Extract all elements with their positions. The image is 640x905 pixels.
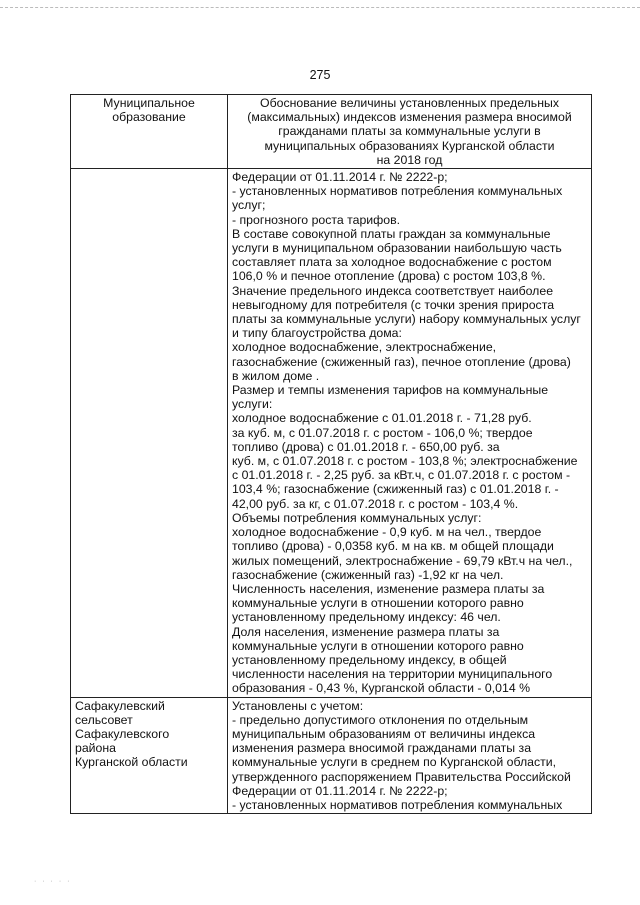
text-line: с 01.01.2018 г. - 2,25 руб. за кВт.ч, с 01.07.2018 г. с ростом - (232, 468, 571, 483)
header-municipality-cell (71, 95, 228, 169)
text-line: Размер и темпы изменения тарифов на коммунальные (232, 383, 549, 398)
text-line: (максимальных) индексов изменения размера вносимой (247, 110, 572, 125)
text-line: услуги: (232, 397, 273, 412)
text-line: Муниципальное (103, 96, 195, 110)
text-line: Сафакулевского (75, 726, 170, 741)
text-line: образование (112, 110, 186, 125)
text-line: гражданами платы за коммунальные услуги в (278, 124, 541, 139)
text-line: изменения размера вносимой гражданами платы за (232, 741, 532, 756)
text-line: газоснабжение (сжиженный газ), печное отопление (дрова) (232, 354, 571, 369)
text-line: 106,0 % и печное отопление (дрова) с ростом 103,8 %. (232, 269, 546, 284)
text-line: холодное водоснабжение с 01.01.2018 г. - 71,28 руб. (232, 411, 532, 426)
text-line: численности населения на территории муниципального (232, 667, 553, 682)
text-line: муниципальных образованиях Курганской области (264, 138, 555, 153)
text-line: сельсовет (75, 712, 133, 727)
text-line: - установленных нормативов потребления коммунальных (232, 184, 563, 199)
text-line: жилых помещений, электроснабжение - 69,79 кВт.ч на чел., (232, 553, 573, 568)
text-line: установленному предельному индексу, в общей (232, 652, 507, 667)
tariff-justification-table (70, 94, 592, 814)
text-line: топливо (дрова) - 0,0358 куб. м на кв. м общей площади (232, 539, 554, 554)
row2-municipality-cell (71, 697, 228, 814)
text-line: холодное водоснабжение - 0,9 куб. м на чел., твердое (232, 525, 542, 540)
text-line: Федерации от 01.11.2014 г. № 2222-р; (232, 783, 448, 798)
text-line: услуги в муниципальном образовании наибольшую часть (232, 241, 562, 256)
text-line: Курганской области (75, 755, 188, 770)
text-line: на 2018 год (376, 152, 443, 167)
text-line: 103,4 %; газоснабжение (сжиженный газ) с 01.01.2018 г. - (232, 482, 559, 497)
row1-municipality-cell (71, 169, 228, 698)
text-line: муниципальным образованиям от величины индекса (232, 726, 536, 741)
text-line: Установлены с учетом: (232, 698, 364, 713)
text-line: Объемы потребления коммунальных услуг: (232, 510, 482, 525)
text-line: за куб. м, с 01.07.2018 г. с ростом - 106,0 %; твердое (232, 425, 533, 440)
scan-top-edge (0, 7, 640, 10)
text-line: утвержденного распоряжением Правительства Российской (232, 769, 571, 784)
text-line: коммунальные услуги в отношении которого равно (232, 638, 524, 653)
text-line: В составе совокупной платы граждан за коммунальные (232, 226, 551, 241)
text-line: платы за коммунальные услуги) набору коммунальных услуг (232, 312, 581, 327)
text-line: услуг; (232, 198, 266, 213)
text-line: образования - 0,43 %, Курганской области - 0,014 % (232, 681, 531, 696)
text-line: Значение предельного индекса соответствует наиболее (232, 283, 554, 298)
text-line: составляет плата за холодное водоснабжение с ростом (232, 255, 552, 270)
header-justification-cell (228, 95, 592, 169)
text-line: Обоснование величины установленных предельных (260, 96, 559, 110)
scan-bottom-marks: · · · · · (34, 878, 72, 885)
table-header-row (71, 95, 592, 169)
text-line: - прогнозного роста тарифов. (232, 212, 401, 227)
text-line: района (75, 741, 117, 756)
text-line: Численность населения, изменение размера платы за (232, 581, 545, 596)
text-line: холодное водоснабжение, электроснабжение, (232, 340, 497, 355)
text-line: и типу благоустройства дома: (232, 326, 402, 341)
text-line: коммунальные услуги в отношении которого равно (232, 596, 524, 611)
text-line: Федерации от 01.11.2014 г. № 2222-р; (232, 170, 448, 185)
text-line: коммунальные услуги в среднем по Курганской области, (232, 755, 557, 770)
page-number: 275 (309, 68, 331, 82)
text-line: в жилом доме . (232, 368, 320, 383)
text-line: невыгодному для потребителя (с точки зрения прироста (232, 297, 555, 312)
text-line: Доля населения, изменение размера платы за (232, 624, 500, 639)
table-row (71, 169, 592, 698)
text-line: 42,00 руб. за кг, с 01.07.2018 г. с ростом - 103,4 %. (232, 496, 519, 511)
text-line: газоснабжение (сжиженный газ) -1,92 кг на чел. (232, 567, 504, 582)
row2-justification-cell (228, 697, 592, 814)
text-line: установленному предельному индексу: 46 чел. (232, 610, 501, 625)
text-line: Сафакулевский (75, 698, 165, 713)
text-line: топливо (дрова) с 01.01.2018 г. - 650,00 руб. за (232, 439, 500, 454)
table-row (71, 697, 592, 814)
text-line: куб. м, с 01.07.2018 г. с ростом - 103,8 %; электроснабжение (232, 454, 578, 469)
text-line: - предельно допустимого отклонения по отдельным (232, 712, 529, 727)
row1-justification-cell (228, 169, 592, 698)
text-line: - установленных нормативов потребления коммунальных (232, 797, 563, 812)
